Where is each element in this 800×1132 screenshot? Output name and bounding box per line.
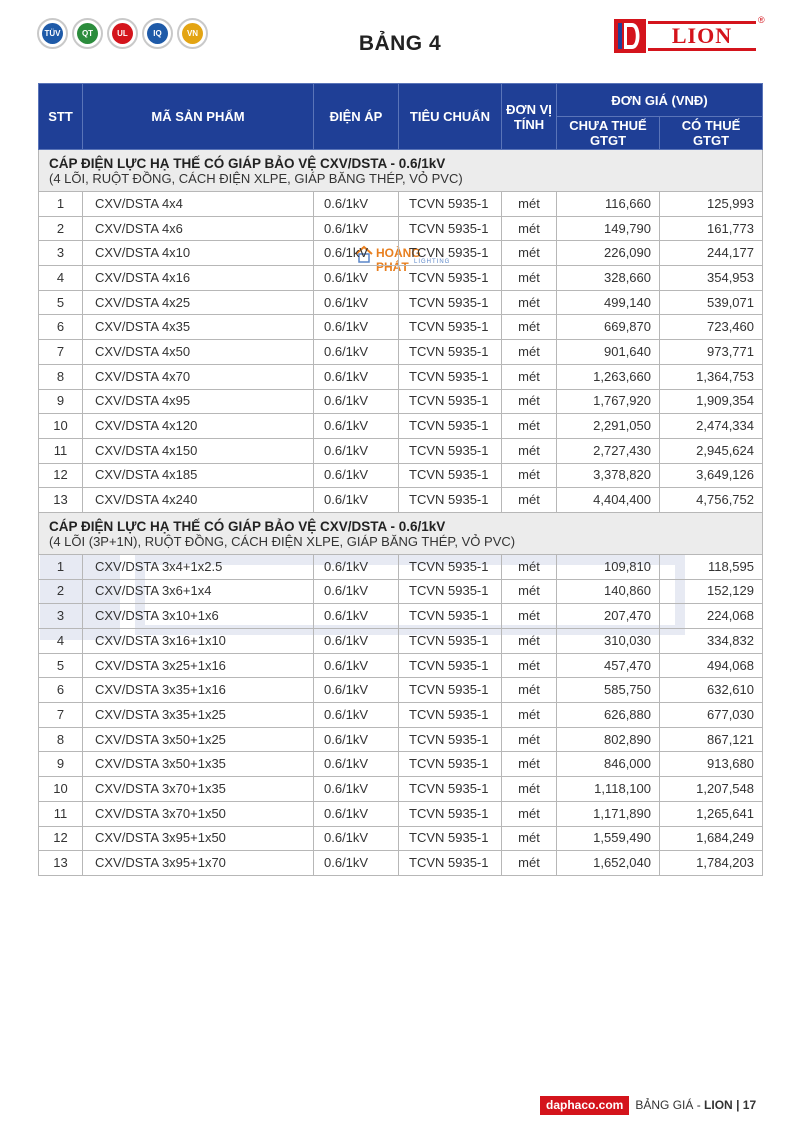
section-subtitle: (4 LÕI (3P+1N), RUỘT ĐỒNG, CÁCH ĐIỆN XLPE, GIÁP BĂNG THÉP, VỎ PVC): [49, 533, 516, 549]
cell-stt: 12: [39, 463, 83, 488]
cell-product-code: CXV/DSTA 4x25: [83, 290, 314, 315]
cell-stt: 4: [39, 629, 83, 654]
cell-price-ex-vat: 149,790: [557, 216, 660, 241]
table-row: [39, 678, 763, 703]
cell-product-code: CXV/DSTA 3x25+1x16: [83, 653, 314, 678]
cell-stt: 8: [39, 364, 83, 389]
cell-voltage: 0.6/1kV: [314, 414, 399, 439]
cell-price-ex-vat: 226,090: [557, 241, 660, 266]
cell-stt: 6: [39, 315, 83, 340]
table-row: [39, 290, 763, 315]
col-header-price-group: ĐƠN GIÁ (VNĐ): [557, 84, 763, 117]
table-row: [39, 216, 763, 241]
cell-standard: TCVN 5935-1: [399, 752, 502, 777]
cell-voltage: 0.6/1kV: [314, 752, 399, 777]
cell-voltage: 0.6/1kV: [314, 290, 399, 315]
cell-voltage: 0.6/1kV: [314, 777, 399, 802]
cell-stt: 5: [39, 653, 83, 678]
cell-price-inc-vat: 4,756,752: [660, 488, 763, 513]
cell-stt: 11: [39, 438, 83, 463]
cell-price-ex-vat: 2,727,430: [557, 438, 660, 463]
col-header-product-code: MÃ SẢN PHẨM: [83, 84, 314, 150]
section-header-cell: [39, 150, 763, 192]
cell-voltage: 0.6/1kV: [314, 629, 399, 654]
table-row: [39, 727, 763, 752]
table-row: [39, 389, 763, 414]
tuv-badge-mark: TÜV: [42, 23, 63, 44]
table-row: [39, 463, 763, 488]
cell-standard: TCVN 5935-1: [399, 727, 502, 752]
table-row: [39, 266, 763, 291]
table-row: [39, 414, 763, 439]
cell-unit: mét: [502, 579, 557, 604]
cell-standard: TCVN 5935-1: [399, 777, 502, 802]
vietnam-quality-badge-mark: VN: [182, 23, 203, 44]
table-row: [39, 241, 763, 266]
section-title: CÁP ĐIỆN LỰC HẠ THẾ CÓ GIÁP BẢO VỆ CXV/DSTA - 0.6/1kV: [49, 156, 446, 171]
cell-price-ex-vat: 669,870: [557, 315, 660, 340]
cell-standard: TCVN 5935-1: [399, 703, 502, 728]
cell-price-ex-vat: 499,140: [557, 290, 660, 315]
cell-price-ex-vat: 140,860: [557, 579, 660, 604]
cell-standard: TCVN 5935-1: [399, 364, 502, 389]
cell-price-inc-vat: 152,129: [660, 579, 763, 604]
cell-standard: TCVN 5935-1: [399, 241, 502, 266]
cell-stt: 1: [39, 554, 83, 579]
page-header: [0, 0, 800, 82]
cell-standard: TCVN 5935-1: [399, 340, 502, 365]
cell-voltage: 0.6/1kV: [314, 579, 399, 604]
cell-standard: TCVN 5935-1: [399, 216, 502, 241]
cell-price-inc-vat: 1,684,249: [660, 826, 763, 851]
hoang-phat-watermark-sub: LIGHTING: [414, 259, 451, 265]
cell-product-code: CXV/DSTA 4x150: [83, 438, 314, 463]
section-header-row: [39, 512, 763, 554]
cell-stt: 7: [39, 703, 83, 728]
cell-unit: mét: [502, 192, 557, 217]
cell-standard: TCVN 5935-1: [399, 579, 502, 604]
cell-price-inc-vat: 224,068: [660, 604, 763, 629]
cell-standard: TCVN 5935-1: [399, 315, 502, 340]
iso-badge-mark: IQ: [147, 23, 168, 44]
cell-standard: TCVN 5935-1: [399, 653, 502, 678]
cell-price-ex-vat: 4,404,400: [557, 488, 660, 513]
page-title: BẢNG 4: [358, 32, 442, 55]
cell-stt: 4: [39, 266, 83, 291]
table-row: [39, 777, 763, 802]
table-row: [39, 653, 763, 678]
cell-unit: mét: [502, 777, 557, 802]
cell-unit: mét: [502, 364, 557, 389]
cell-price-inc-vat: 723,460: [660, 315, 763, 340]
footer-page-number: 17: [742, 1098, 757, 1112]
table-row: [39, 554, 763, 579]
cell-voltage: 0.6/1kV: [314, 463, 399, 488]
cell-unit: mét: [502, 290, 557, 315]
cell-price-inc-vat: 1,265,641: [660, 801, 763, 826]
cell-unit: mét: [502, 801, 557, 826]
cell-price-ex-vat: 116,660: [557, 192, 660, 217]
cell-unit: mét: [502, 389, 557, 414]
cell-product-code: CXV/DSTA 3x95+1x50: [83, 826, 314, 851]
cell-product-code: CXV/DSTA 3x35+1x25: [83, 703, 314, 728]
cell-product-code: CXV/DSTA 4x120: [83, 414, 314, 439]
cell-standard: TCVN 5935-1: [399, 290, 502, 315]
cell-stt: 2: [39, 216, 83, 241]
cell-product-code: CXV/DSTA 4x16: [83, 266, 314, 291]
cell-unit: mét: [502, 266, 557, 291]
cell-stt: 5: [39, 290, 83, 315]
section-subtitle: (4 LÕI, RUỘT ĐỒNG, CÁCH ĐIỆN XLPE, GIÁP BĂNG THÉP, VỎ PVC): [49, 171, 463, 186]
cell-voltage: 0.6/1kV: [314, 653, 399, 678]
cell-price-inc-vat: 354,953: [660, 266, 763, 291]
cell-stt: 9: [39, 389, 83, 414]
cell-stt: 8: [39, 727, 83, 752]
cell-unit: mét: [502, 678, 557, 703]
cell-unit: mét: [502, 463, 557, 488]
cell-stt: 11: [39, 801, 83, 826]
cell-price-inc-vat: 632,610: [660, 678, 763, 703]
cell-unit: mét: [502, 340, 557, 365]
table-row: [39, 801, 763, 826]
registered-mark: ®: [758, 15, 765, 25]
table-row: [39, 604, 763, 629]
cell-stt: 13: [39, 851, 83, 876]
cell-stt: 7: [39, 340, 83, 365]
cell-standard: TCVN 5935-1: [399, 851, 502, 876]
cell-price-ex-vat: 3,378,820: [557, 463, 660, 488]
cell-stt: 2: [39, 579, 83, 604]
cell-price-inc-vat: 913,680: [660, 752, 763, 777]
cell-price-inc-vat: 1,784,203: [660, 851, 763, 876]
cell-voltage: 0.6/1kV: [314, 727, 399, 752]
footer-website: daphaco.com: [540, 1096, 629, 1115]
cell-unit: mét: [502, 629, 557, 654]
cell-price-inc-vat: 161,773: [660, 216, 763, 241]
cell-product-code: CXV/DSTA 3x95+1x70: [83, 851, 314, 876]
cell-product-code: CXV/DSTA 3x70+1x50: [83, 801, 314, 826]
cell-product-code: CXV/DSTA 3x6+1x4: [83, 579, 314, 604]
price-table-body: [39, 150, 763, 876]
cell-price-ex-vat: 457,470: [557, 653, 660, 678]
cell-price-ex-vat: 802,890: [557, 727, 660, 752]
cell-price-inc-vat: 539,071: [660, 290, 763, 315]
cell-standard: TCVN 5935-1: [399, 488, 502, 513]
cell-unit: mét: [502, 438, 557, 463]
cell-price-inc-vat: 494,068: [660, 653, 763, 678]
col-header-standard: TIÊU CHUẨN: [399, 84, 502, 150]
cell-price-ex-vat: 626,880: [557, 703, 660, 728]
cell-price-inc-vat: 973,771: [660, 340, 763, 365]
cell-unit: mét: [502, 554, 557, 579]
cell-voltage: 0.6/1kV: [314, 438, 399, 463]
cell-voltage: 0.6/1kV: [314, 216, 399, 241]
cell-stt: 12: [39, 826, 83, 851]
cell-unit: mét: [502, 752, 557, 777]
cell-price-ex-vat: 846,000: [557, 752, 660, 777]
cell-unit: mét: [502, 703, 557, 728]
cell-price-ex-vat: 310,030: [557, 629, 660, 654]
table-row: [39, 752, 763, 777]
cell-price-inc-vat: 334,832: [660, 629, 763, 654]
cell-voltage: 0.6/1kV: [314, 192, 399, 217]
col-header-voltage: ĐIỆN ÁP: [314, 84, 399, 150]
table-row: [39, 629, 763, 654]
cell-unit: mét: [502, 727, 557, 752]
cell-price-inc-vat: 244,177: [660, 241, 763, 266]
footer-label: BẢNG GIÁ -: [635, 1098, 705, 1112]
cell-voltage: 0.6/1kV: [314, 678, 399, 703]
cell-product-code: CXV/DSTA 4x240: [83, 488, 314, 513]
cell-price-inc-vat: 2,945,624: [660, 438, 763, 463]
cell-voltage: 0.6/1kV: [314, 266, 399, 291]
cell-unit: mét: [502, 315, 557, 340]
ul-badge-mark: UL: [112, 23, 133, 44]
table-row: [39, 579, 763, 604]
table-row: [39, 192, 763, 217]
cell-voltage: 0.6/1kV: [314, 554, 399, 579]
col-header-price-ex-vat: CHƯA THUẾ GTGT: [557, 117, 660, 150]
cell-price-ex-vat: 585,750: [557, 678, 660, 703]
cell-price-inc-vat: 125,993: [660, 192, 763, 217]
lion-logo: [614, 15, 765, 53]
cell-product-code: CXV/DSTA 3x10+1x6: [83, 604, 314, 629]
cell-unit: mét: [502, 653, 557, 678]
cell-price-ex-vat: 1,767,920: [557, 389, 660, 414]
cell-price-ex-vat: 1,263,660: [557, 364, 660, 389]
table-row: [39, 703, 763, 728]
cell-product-code: CXV/DSTA 4x4: [83, 192, 314, 217]
cell-voltage: 0.6/1kV: [314, 801, 399, 826]
cell-price-ex-vat: 207,470: [557, 604, 660, 629]
cell-standard: TCVN 5935-1: [399, 438, 502, 463]
lion-logo-mark-icon: [614, 19, 646, 53]
cell-unit: mét: [502, 604, 557, 629]
cell-voltage: 0.6/1kV: [314, 389, 399, 414]
cell-standard: TCVN 5935-1: [399, 604, 502, 629]
cell-standard: TCVN 5935-1: [399, 266, 502, 291]
cell-voltage: 0.6/1kV: [314, 604, 399, 629]
cell-price-inc-vat: 867,121: [660, 727, 763, 752]
cell-voltage: 0.6/1kV: [314, 315, 399, 340]
lion-logo-text: LION: [648, 21, 756, 51]
table-row: [39, 438, 763, 463]
cell-voltage: 0.6/1kV: [314, 488, 399, 513]
cell-price-ex-vat: 109,810: [557, 554, 660, 579]
quatest-badge-mark: QT: [77, 23, 98, 44]
cell-stt: 10: [39, 777, 83, 802]
table-row: [39, 315, 763, 340]
cell-price-ex-vat: 1,652,040: [557, 851, 660, 876]
footer-separator: |: [736, 1098, 740, 1112]
cell-price-ex-vat: 1,559,490: [557, 826, 660, 851]
cell-price-ex-vat: 2,291,050: [557, 414, 660, 439]
cell-standard: TCVN 5935-1: [399, 801, 502, 826]
cell-product-code: CXV/DSTA 3x35+1x16: [83, 678, 314, 703]
cell-price-ex-vat: 1,118,100: [557, 777, 660, 802]
cell-voltage: 0.6/1kV: [314, 703, 399, 728]
table-row: [39, 826, 763, 851]
cell-product-code: CXV/DSTA 4x35: [83, 315, 314, 340]
table-row: [39, 340, 763, 365]
cell-price-ex-vat: 1,171,890: [557, 801, 660, 826]
cell-stt: 9: [39, 752, 83, 777]
cell-unit: mét: [502, 414, 557, 439]
cell-product-code: CXV/DSTA 4x95: [83, 389, 314, 414]
cell-price-inc-vat: 1,909,354: [660, 389, 763, 414]
price-table: [38, 83, 763, 876]
cell-standard: TCVN 5935-1: [399, 826, 502, 851]
cell-standard: TCVN 5935-1: [399, 192, 502, 217]
cell-stt: 3: [39, 604, 83, 629]
cell-stt: 1: [39, 192, 83, 217]
cell-price-inc-vat: 118,595: [660, 554, 763, 579]
hoang-phat-watermark-text: HOÀNG PHÁT: [376, 246, 421, 274]
footer-brand: LION: [704, 1098, 733, 1112]
cell-voltage: 0.6/1kV: [314, 340, 399, 365]
cell-standard: TCVN 5935-1: [399, 463, 502, 488]
section-title: CÁP ĐIỆN LỰC HẠ THẾ CÓ GIÁP BẢO VỆ CXV/DSTA - 0.6/1kV: [49, 518, 446, 534]
cell-product-code: CXV/DSTA 3x50+1x25: [83, 727, 314, 752]
cell-price-ex-vat: 328,660: [557, 266, 660, 291]
cell-voltage: 0.6/1kV: [314, 851, 399, 876]
cell-product-code: CXV/DSTA 4x50: [83, 340, 314, 365]
section-header-row: [39, 150, 763, 192]
cell-product-code: CXV/DSTA 4x6: [83, 216, 314, 241]
cell-product-code: CXV/DSTA 4x10: [83, 241, 314, 266]
cell-voltage: 0.6/1kV: [314, 241, 399, 266]
cell-product-code: CXV/DSTA 4x185: [83, 463, 314, 488]
col-header-stt: STT: [39, 84, 83, 150]
cell-standard: TCVN 5935-1: [399, 554, 502, 579]
cell-product-code: CXV/DSTA 3x16+1x10: [83, 629, 314, 654]
cell-unit: mét: [502, 216, 557, 241]
cell-price-ex-vat: 901,640: [557, 340, 660, 365]
cell-unit: mét: [502, 488, 557, 513]
col-header-unit: ĐƠN VỊ TÍNH: [502, 84, 557, 150]
cell-standard: TCVN 5935-1: [399, 629, 502, 654]
cell-voltage: 0.6/1kV: [314, 826, 399, 851]
cell-unit: mét: [502, 851, 557, 876]
footer-label-group: [629, 1098, 756, 1112]
cell-product-code: CXV/DSTA 4x70: [83, 364, 314, 389]
cell-price-inc-vat: 1,207,548: [660, 777, 763, 802]
cell-standard: TCVN 5935-1: [399, 678, 502, 703]
cell-price-inc-vat: 677,030: [660, 703, 763, 728]
cell-price-inc-vat: 3,649,126: [660, 463, 763, 488]
section-header-cell: [39, 512, 763, 554]
page-footer: [540, 1095, 756, 1115]
cell-price-inc-vat: 1,364,753: [660, 364, 763, 389]
cell-unit: mét: [502, 826, 557, 851]
cell-unit: mét: [502, 241, 557, 266]
col-header-price-inc-vat: CÓ THUẾ GTGT: [660, 117, 763, 150]
cell-standard: TCVN 5935-1: [399, 389, 502, 414]
table-row: [39, 364, 763, 389]
cell-voltage: 0.6/1kV: [314, 364, 399, 389]
table-row: [39, 488, 763, 513]
cell-stt: 10: [39, 414, 83, 439]
cell-product-code: CXV/DSTA 3x50+1x35: [83, 752, 314, 777]
cell-stt: 3: [39, 241, 83, 266]
table-row: [39, 851, 763, 876]
cell-stt: 13: [39, 488, 83, 513]
cell-product-code: CXV/DSTA 3x4+1x2.5: [83, 554, 314, 579]
cell-standard: TCVN 5935-1: [399, 414, 502, 439]
cell-price-inc-vat: 2,474,334: [660, 414, 763, 439]
cell-stt: 6: [39, 678, 83, 703]
cell-product-code: CXV/DSTA 3x70+1x35: [83, 777, 314, 802]
